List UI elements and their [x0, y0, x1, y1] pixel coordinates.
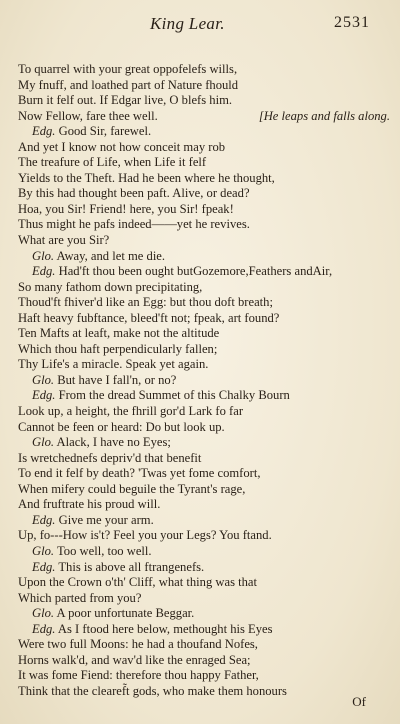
text-line: [18, 451, 390, 467]
text-line: [18, 249, 390, 265]
text-line: [18, 171, 390, 187]
line-text: Up, fo---How is't? Feel you your Legs? You ftand.: [18, 528, 272, 543]
line-text: And yet I know not how conceit may rob: [18, 139, 226, 154]
speaker-name: Edg.: [32, 621, 56, 636]
line-text: Give me your arm.: [58, 512, 154, 527]
line-text: Thoud'ft fhiver'd like an Egg: but thou doft breath;: [18, 295, 273, 310]
text-line: [18, 560, 390, 576]
text-line: [18, 575, 390, 591]
line-text: To end it felf by death? 'Twas yet fome comfort,: [18, 466, 261, 481]
speaker-name: Edg.: [32, 388, 56, 403]
line-text: To quarrel with your great oppofelefs wills,: [18, 62, 238, 76]
line-text: Good Sir, farewel.: [58, 124, 152, 139]
text-line: [18, 264, 390, 280]
text-line: [18, 78, 390, 94]
speaker-name: Glo.: [32, 372, 55, 387]
speaker-name: Glo.: [32, 606, 55, 621]
speaker-name: Edg.: [32, 264, 56, 279]
text-line: [18, 622, 390, 638]
line-text: So many fathom down precipitating,: [18, 279, 203, 294]
text-line: [18, 528, 390, 544]
text-line: [18, 684, 390, 700]
line-text: Think that the clearef̃t gods, who make them honours: [18, 683, 287, 698]
text-line: [18, 202, 390, 218]
line-text: Thy Life's a miracle. Speak yet again.: [18, 357, 209, 372]
line-text: From the dread Summet of this Chalky Bourn: [58, 388, 290, 403]
text-line: [18, 357, 390, 373]
page-number: 2531: [334, 14, 370, 31]
line-text: Hoa, you Sir! Friend! here, you Sir! fpeak!: [18, 201, 234, 216]
text-line: [18, 93, 390, 109]
line-text: Ten Mafts at leaft, make not the altitude: [18, 326, 220, 341]
line-text: Had'ft thou been ought butGozemore,Feathers andAir,: [58, 264, 333, 279]
line-text: Thus might he pafs indeed——yet he revives.: [18, 217, 250, 232]
line-text: The treafure of Life, when Life it felf: [18, 155, 207, 170]
text-line: [18, 109, 390, 125]
line-text: Upon the Crown o'th' Cliff, what thing was that: [18, 575, 258, 590]
line-text: Cannot be feen or heard: Do but look up.: [18, 419, 225, 434]
text-line: [18, 497, 390, 513]
line-text: A poor unfortunate Beggar.: [56, 606, 195, 621]
stage-direction: [He leaps and falls along.: [258, 108, 390, 123]
line-text: Too well, too well.: [56, 543, 152, 558]
text-line: [18, 140, 390, 156]
line-text: Haft heavy fubftance, bleed'ft not; fpeak, art found?: [18, 310, 280, 325]
text-line: [18, 435, 390, 451]
verse-text: [18, 62, 390, 699]
line-text: And fruftrate his proud will.: [18, 497, 161, 512]
text-line: [18, 482, 390, 498]
line-text: Were two full Moons: he had a thoufand Nofes,: [18, 637, 258, 652]
speaker-name: Glo.: [32, 248, 55, 263]
text-line: [18, 606, 390, 622]
running-title: King Lear.: [150, 14, 225, 33]
catchword: Of: [352, 694, 366, 709]
line-text: Away, and let me die.: [56, 248, 166, 263]
text-line: [18, 668, 390, 684]
speaker-name: Edg.: [32, 124, 56, 139]
line-text: Now Fellow, fare thee well.: [18, 108, 158, 123]
text-line: [18, 280, 390, 296]
line-text: Horns walk'd, and wav'd like the enraged Sea;: [18, 652, 251, 667]
line-text: This is above all ftrangenefs.: [58, 559, 205, 574]
line-text: When mifery could beguile the Tyrant's rage,: [18, 481, 246, 496]
line-text: My fnuff, and loathed part of Nature fhould: [18, 77, 239, 92]
line-text: It was fome Fiend: therefore thou happy Father,: [18, 668, 259, 683]
text-line: [18, 155, 390, 171]
line-text: Alack, I have no Eyes;: [56, 435, 171, 450]
text-line: [18, 217, 390, 233]
text-line: [18, 186, 390, 202]
line-text: Which thou haft perpendicularly fallen;: [18, 341, 218, 356]
line-text: Which parted from you?: [18, 590, 142, 605]
text-line: [18, 311, 390, 327]
text-line: [18, 404, 390, 420]
speaker-name: Glo.: [32, 435, 55, 450]
text-line: [18, 124, 390, 140]
line-text: Is wretchednefs depriv'd that benefit: [18, 450, 202, 465]
text-line: [18, 62, 390, 78]
speaker-name: Edg.: [32, 512, 56, 527]
text-line: [18, 466, 390, 482]
line-text: Look up, a height, the fhrill gor'd Lark fo far: [18, 404, 244, 419]
text-line: [18, 420, 390, 436]
text-line: [18, 326, 390, 342]
speaker-name: Edg.: [32, 559, 56, 574]
line-text: What are you Sir?: [18, 233, 110, 248]
text-line: [18, 513, 390, 529]
text-line: [18, 388, 390, 404]
speaker-name: Glo.: [32, 543, 55, 558]
line-text: As I ftood here below, methought his Eyes: [57, 621, 273, 636]
line-text: But have I fall'n, or no?: [57, 372, 177, 387]
page-header: [0, 12, 400, 38]
text-line: [18, 373, 390, 389]
text-line: [18, 653, 390, 669]
text-line: [18, 637, 390, 653]
text-line: [18, 233, 390, 249]
text-line: [18, 295, 390, 311]
line-text: Yields to the Theft. Had he been where he thought,: [18, 170, 275, 185]
line-text: By this had thought been paft. Alive, or dead?: [18, 186, 250, 201]
line-text: Burn it felf out. If Edgar live, O blefs him.: [18, 93, 233, 108]
text-line: [18, 342, 390, 358]
text-line: [18, 591, 390, 607]
text-line: [18, 544, 390, 560]
